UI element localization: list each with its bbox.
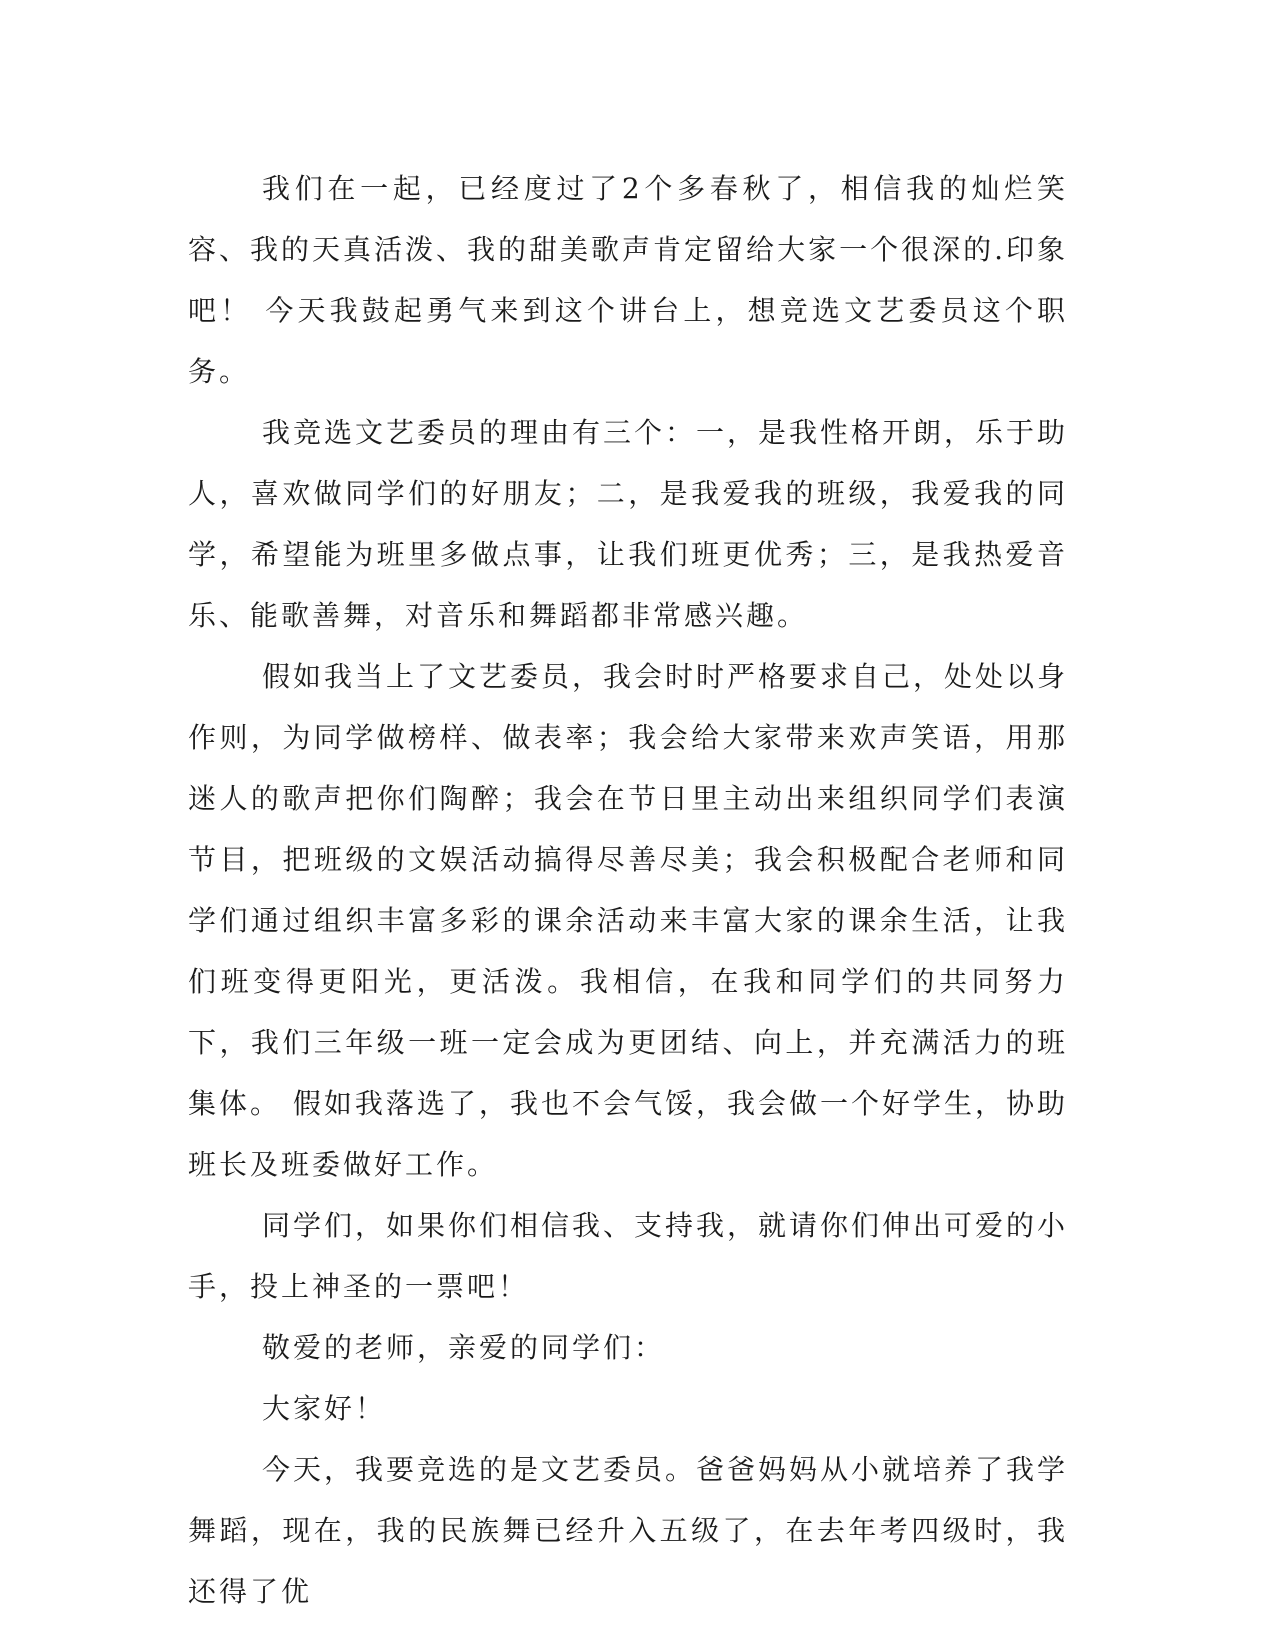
paragraph-appeal: 同学们，如果你们相信我、支持我，就请你们伸出可爱的小手，投上神圣的一票吧！: [188, 1209, 1069, 1303]
paragraph-reasons: 我竞选文艺委员的理由有三个：一，是我性格开朗，乐于助人，喜欢做同学们的好朋友；二，是我爱我的班级，我爱我的同学，希望能为班里多做点事，让我们班更优秀；三，是我热爱音乐、能歌善舞，对音乐和舞蹈都非常感兴趣。: [188, 416, 1069, 632]
paragraph-salutation: 敬爱的老师，亲爱的同学们：: [262, 1331, 666, 1364]
paragraph-second-speech: 今天，我要竞选的是文艺委员。爸爸妈妈从小就培养了我学舞蹈，现在，我的民族舞已经升入五级了，在去年考四级时，我还得了优: [188, 1453, 1069, 1608]
paragraph-promises: 假如我当上了文艺委员，我会时时严格要求自己，处处以身作则，为同学做榜样、做表率；我会给大家带来欢声笑语，用那迷人的歌声把你们陶醉；我会在节日里主动出来组织同学们表演节目，把班级的文娱活动搞得尽善尽美；我会积极配合老师和同学们通过组织丰富多彩的课余活动来丰富大家的课余生活，让我们班变得更阳光，更活泼。我相信，在我和同学们的共同努力下，我们三年级一班一定会成为更团结、向上，并充满活力的班集体。 假如我落选了，我也不会气馁，我会做一个好学生，协助班长及班委做好工作。: [188, 660, 1069, 1181]
paragraph-greeting: 大家好！: [262, 1392, 387, 1425]
document-body: [188, 158, 1068, 1622]
paragraph-intro: 我们在一起，已经度过了2个多春秋了，相信我的灿烂笑容、我的天真活泼、我的甜美歌声肯定留给大家一个很深的.印象吧！ 今天我鼓起勇气来到这个讲台上，想竞选文艺委员这个职务。: [188, 172, 1068, 388]
